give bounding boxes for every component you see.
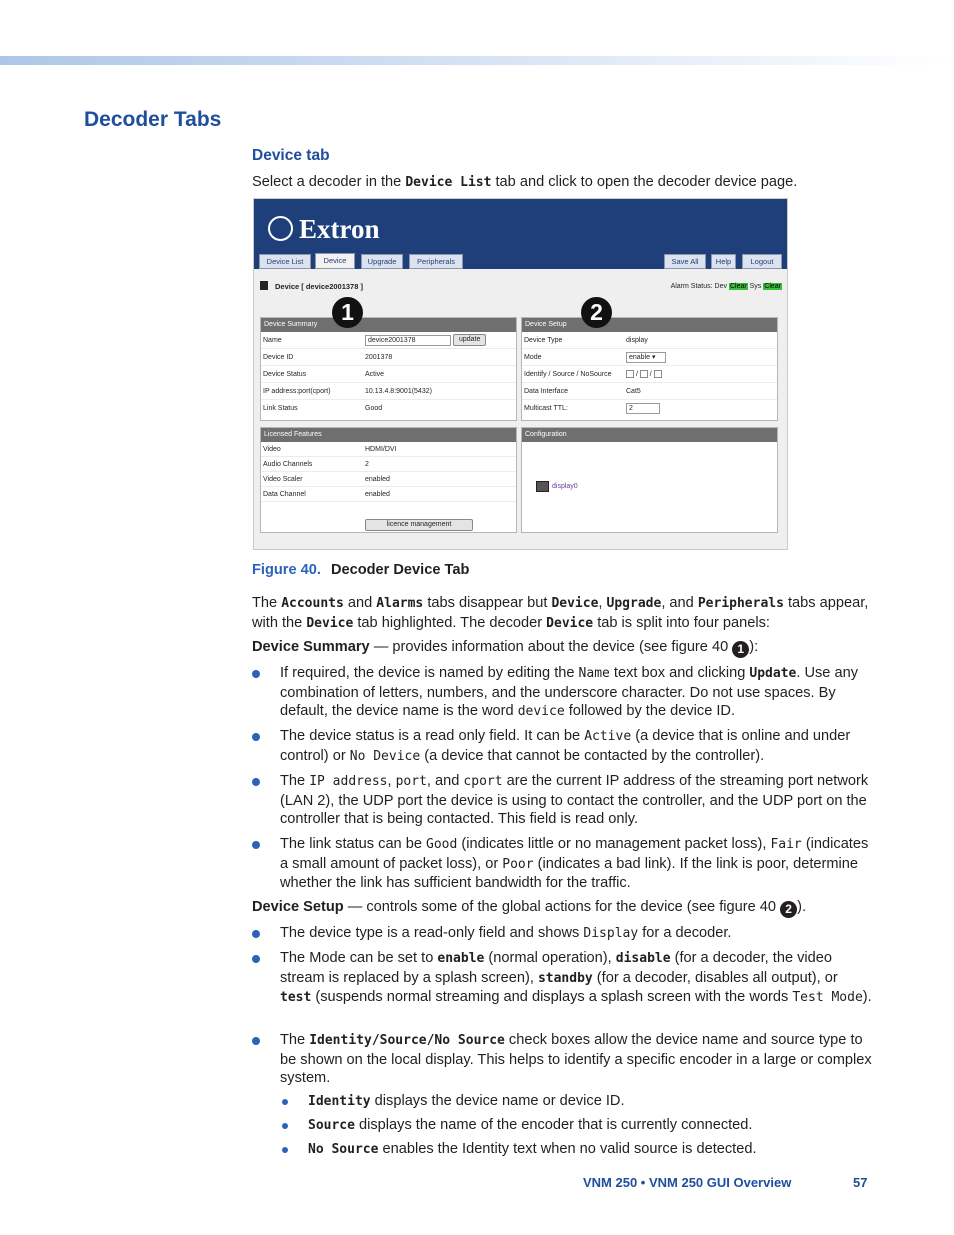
device-summary-heading: Device Summary — provides information about the device (see figure 40 1 ): [252,639,759,656]
list-item: No Source enables the Identity text when no valid source is detected. [308,1141,757,1157]
tab-device[interactable]: Device [315,253,355,269]
figure-caption: Figure 40. Decoder Device Tab [252,562,470,578]
device-heading-bar: Device [ device2001378 ] Alarm Status: Dev Clear Sys Clear [260,279,782,295]
monitor-icon [536,481,549,492]
list-item: The device status is a read only field. It can be Active (a device that is online and under control) or No Device (a device that cannot be contacted by the controller). [280,728,851,764]
bullet-icon [252,733,260,741]
list-item: Source displays the name of the encoder that is currently connected. [308,1117,753,1133]
globe-icon [268,216,293,241]
update-button[interactable]: update [453,334,486,346]
gui-header [254,199,788,269]
list-item: Identity displays the device name or device ID. [308,1093,625,1109]
bullet-icon [252,1037,260,1045]
ttl-input[interactable]: 2 [626,403,660,414]
display0-link[interactable]: display0 [536,478,578,497]
bullet-icon [252,778,260,786]
bullet-icon [252,670,260,678]
configuration-panel [521,427,778,533]
list-item: The link status can be Good (indicates little or no management packet loss), Fair (indicates a small amount of packet loss), or Poor (indicates a bad link). If the link is poor, determine whether the link has sufficient bandwidth for the traffic. [280,836,869,892]
callout-1: 1 [332,297,363,328]
bullet-icon [252,930,260,938]
licence-management-button[interactable]: licence management [365,519,473,531]
tab-peripherals[interactable]: Peripherals [409,254,463,269]
header-band [0,56,954,65]
device-setup-panel: Device Setup Device Type display Mode enable ▾ Identify / Source / NoSource / / Data Interface Cat5 Multicast TTL: 2 [521,317,778,421]
tab-device-list[interactable]: Device List [259,254,311,269]
logout-button[interactable]: Logout [742,254,782,269]
source-checkbox[interactable] [640,370,648,378]
extron-logo: Extron [268,213,380,245]
panel-title: Licensed Features [261,428,516,442]
list-item: The Identity/Source/No Source check boxes allow the device name and source type to be shown on the local display. This helps to identify a specific encoder in a large or complex system. [280,1032,872,1087]
mode-select[interactable]: enable ▾ [626,352,666,363]
bullet-icon [252,841,260,849]
sub-bullet-icon [282,1099,288,1105]
list-item: The device type is a read-only field and shows Display for a decoder. [280,925,732,941]
bullet-icon [252,955,260,963]
nosource-checkbox[interactable] [654,370,662,378]
callout-2: 2 [581,297,612,328]
panel-title: Device Setup [522,318,777,332]
tab-upgrade[interactable]: Upgrade [361,254,403,269]
save-all-button[interactable]: Save All [664,254,706,269]
alarm-status: Alarm Status: Dev Clear Sys Clear [670,283,781,290]
identity-checkbox[interactable] [626,370,634,378]
tabs-paragraph: The Accounts and Alarms tabs disappear but Device, Upgrade, and Peripherals tabs appear, with the Device tab highlighted. The decoder Device tab is split into four panels: [252,595,869,631]
name-input[interactable]: device2001378 [365,335,451,346]
panel-title: Configuration [522,428,777,442]
page-number: 57 [853,1175,868,1190]
flag-icon [260,281,268,290]
licensed-features-panel: Licensed Features Video HDMI/DVI Audio Channels 2 Video Scaler enabled Data Channel enabled licence management [260,427,517,533]
subsection-title: Device tab [252,147,330,164]
sub-bullet-icon [282,1147,288,1153]
sub-bullet-icon [282,1123,288,1129]
list-item: The IP address, port, and cport are the current IP address of the streaming port network (LAN 2), the UDP port the device is using to contact the controller, and the UDP port on the controller that is being contacted. This field is read only. [280,773,869,828]
footer-title: VNM 250 • VNM 250 GUI Overview [583,1175,792,1190]
help-button[interactable]: Help [711,254,736,269]
device-setup-heading: Device Setup — controls some of the global actions for the device (see figure 40 2 ). [252,899,807,916]
list-item: If required, the device is named by editing the Name text box and clicking Update. Use any combination of letters, numbers, and the underscore character. Do not use spaces. By default, the device name is the word device followed by the device ID. [280,665,859,720]
device-tab-screenshot [253,198,788,550]
list-item: The Mode can be set to enable (normal operation), disable (for a decoder, the video stream is replaced by a splash screen), standby (for a decoder, disables all output), or test (suspends normal streaming and displays a splash screen with the words Test Mode). [280,950,872,1006]
panel-title: Device Summary [261,318,516,332]
device-summary-panel: Device Summary Name device2001378 update Device ID 2001378 Device Status Active IP address:port(cport) 10.13.4.8:9001(5432) Link Status Good [260,317,517,421]
intro-paragraph: Select a decoder in the Device List tab and click to open the decoder device page. [252,174,798,190]
section-title: Decoder Tabs [84,108,222,131]
